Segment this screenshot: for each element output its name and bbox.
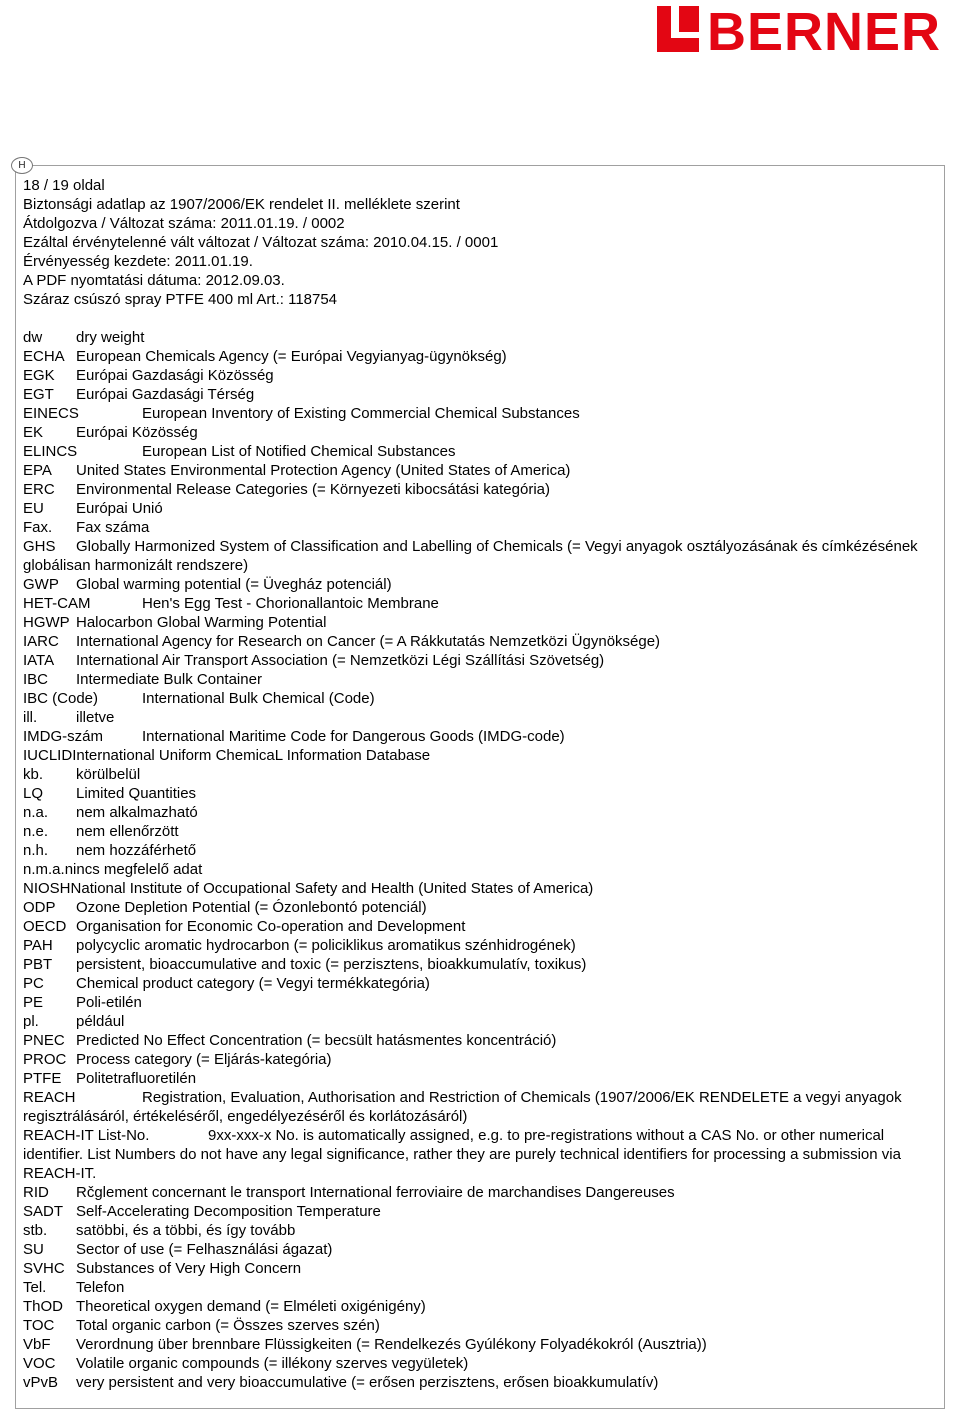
glossary-abbreviation: kb. <box>23 766 44 783</box>
glossary-abbreviation: IMDG-szám <box>23 728 103 745</box>
glossary-entry <box>23 1373 923 1392</box>
glossary-abbreviation: ill. <box>23 709 38 726</box>
glossary-entry <box>23 385 923 404</box>
glossary-abbreviation: REACH <box>23 1089 76 1106</box>
glossary-abbreviation: EK <box>23 424 44 441</box>
glossary-definition: Európai Gazdasági Közösség <box>76 367 274 384</box>
glossary-entry <box>23 613 923 632</box>
glossary-definition: Volatile organic compounds (= illékony szerves vegyületek) <box>76 1355 469 1372</box>
glossary-entry <box>23 993 923 1012</box>
glossary-entry <box>23 974 923 993</box>
glossary-definition: very persistent and very bioaccumulative (= erősen perzisztens, erősen bioakkumulatív) <box>76 1374 659 1391</box>
glossary-definition: Poli-etilén <box>76 994 142 1011</box>
glossary-entry <box>23 1297 923 1316</box>
glossary-definition: Registration, Evaluation, Authorisation and Restriction of Chemicals (1907/2006/EK RENDELETE a vegyi anyagok regisztrálásáról, értékeléséről, engedélyezéséről és korlátozásáról) <box>23 1089 902 1125</box>
glossary-abbreviation: VOC <box>23 1355 56 1372</box>
glossary-abbreviation: n.e. <box>23 823 49 840</box>
glossary-abbreviation: PE <box>23 994 44 1011</box>
glossary-definition: 9xx-xxx-x No. is automatically assigned, e.g. to pre-registrations without a CAS No. or other numerical identifier. List Numbers do not have any legal significance, rather they are purely technical identifiers for processing a submission via REACH-IT. <box>23 1127 901 1182</box>
glossary-abbreviation: GHS <box>23 538 56 555</box>
glossary-definition: Theoretical oxygen demand (= Elméleti oxigénigény) <box>76 1298 426 1315</box>
glossary-definition: European Inventory of Existing Commercial Chemical Substances <box>142 405 580 422</box>
glossary-entry <box>23 708 923 727</box>
glossary-abbreviation: PTFE <box>23 1070 62 1087</box>
glossary-entry <box>23 1050 923 1069</box>
glossary-entry <box>23 1202 923 1221</box>
glossary-entry <box>23 803 923 822</box>
glossary-entry <box>23 1126 923 1183</box>
glossary-abbreviation: IUCLID <box>23 747 73 764</box>
glossary-abbreviation: PBT <box>23 956 53 973</box>
glossary-abbreviation: EINECS <box>23 405 79 422</box>
glossary-abbreviation: vPvB <box>23 1374 59 1391</box>
glossary-definition: illetve <box>76 709 115 726</box>
glossary-abbreviation: OECD <box>23 918 67 935</box>
glossary-definition: satöbbi, és a többi, és így tovább <box>76 1222 296 1239</box>
glossary-entry <box>23 841 923 860</box>
glossary-definition: Globally Harmonized System of Classification and Labelling of Chemicals (= Vegyi anyagok osztályozásának és címkézésének globálisan harmonizált rendszere) <box>23 538 918 574</box>
glossary-entry <box>23 1278 923 1297</box>
glossary-entry <box>23 423 923 442</box>
glossary-abbreviation: PAH <box>23 937 53 954</box>
glossary-abbreviation: Fax. <box>23 519 53 536</box>
glossary-abbreviation: PROC <box>23 1051 67 1068</box>
glossary-entry <box>23 955 923 974</box>
glossary-definition: persistent, bioaccumulative and toxic (= perzisztens, bioakkumulatív, toxikus) <box>76 956 587 973</box>
glossary-abbreviation: Tel. <box>23 1279 47 1296</box>
glossary-definition: Európai Unió <box>76 500 163 517</box>
glossary-abbreviation: IBC (Code) <box>23 690 99 707</box>
glossary-entry <box>23 1012 923 1031</box>
glossary-definition: körülbelül <box>76 766 141 783</box>
glossary-definition: Limited Quantities <box>76 785 197 802</box>
glossary-abbreviation: EGK <box>23 367 55 384</box>
glossary-definition: Halocarbon Global Warming Potential <box>76 614 327 631</box>
glossary-abbreviation: n.h. <box>23 842 49 859</box>
sds-regulation-line: Biztonsági adatlap az 1907/2006/EK rendelet II. melléklete szerint <box>23 196 460 213</box>
glossary-entry <box>23 765 923 784</box>
glossary-definition: nincs megfelelő adat <box>64 861 203 878</box>
glossary-entry <box>23 917 923 936</box>
glossary-abbreviation: HGWP <box>23 614 70 631</box>
language-badge: H <box>11 157 33 174</box>
glossary-entry <box>23 575 923 594</box>
glossary-abbreviation: PNEC <box>23 1032 65 1049</box>
glossary-entry <box>23 651 923 670</box>
revision-line: Átdolgozva / Változat száma: 2011.01.19. / 0002 <box>23 215 345 232</box>
glossary-definition: Európai Közösség <box>76 424 198 441</box>
glossary-abbreviation: EPA <box>23 462 52 479</box>
glossary-definition: Ozone Depletion Potential (= Ózonlebontó potenciál) <box>76 899 427 916</box>
berner-logo <box>657 4 957 54</box>
glossary-entry <box>23 518 923 537</box>
glossary-definition: például <box>76 1013 125 1030</box>
glossary-entry <box>23 1316 923 1335</box>
glossary-definition: Process category (= Eljárás-kategória) <box>76 1051 332 1068</box>
glossary-abbreviation: EGT <box>23 386 54 403</box>
glossary-entry <box>23 689 923 708</box>
glossary-definition: International Air Transport Association (= Nemzetközi Légi Szállítási Szövetség) <box>76 652 605 669</box>
document-header <box>23 176 498 309</box>
glossary-entry <box>23 670 923 689</box>
glossary-abbreviation: IBC <box>23 671 49 688</box>
glossary-entry <box>23 461 923 480</box>
glossary-entry <box>23 1240 923 1259</box>
glossary-entry <box>23 879 923 898</box>
glossary-definition: Rčglement concernant le transport International ferroviaire de marchandises Dangereuses <box>76 1184 675 1201</box>
glossary-entry <box>23 1354 923 1373</box>
glossary-definition: Total organic carbon (= Összes szerves szén) <box>76 1317 380 1334</box>
glossary-definition: Verordnung über brennbare Flüssigkeiten (= Rendelkezés Gyúlékony Folyadékokról (Ausztria)) <box>76 1336 707 1353</box>
glossary-abbreviation: n.m.a. <box>23 861 65 878</box>
glossary-definition: European List of Notified Chemical Substances <box>142 443 456 460</box>
glossary-entry <box>23 1335 923 1354</box>
glossary-abbreviation: HET-CAM <box>23 595 91 612</box>
glossary-abbreviation: LQ <box>23 785 44 802</box>
glossary-entry <box>23 727 923 746</box>
glossary-definition: International Bulk Chemical (Code) <box>142 690 375 707</box>
glossary-definition: polycyclic aromatic hydrocarbon (= policiklikus aromatikus szénhidrogének) <box>76 937 576 954</box>
berner-logo-text: BERNER <box>707 4 942 54</box>
glossary-definition: nem alkalmazható <box>76 804 198 821</box>
glossary-abbreviation: SVHC <box>23 1260 65 1277</box>
glossary-entry <box>23 442 923 461</box>
glossary-definition: Európai Gazdasági Térség <box>76 386 255 403</box>
glossary-abbreviation: stb. <box>23 1222 48 1239</box>
glossary-abbreviation: NIOSH <box>23 880 71 897</box>
glossary-definition: International Uniform ChemicaL Information Database <box>72 747 431 764</box>
glossary-abbreviation: pl. <box>23 1013 39 1030</box>
glossary-abbreviation: IARC <box>23 633 59 650</box>
valid-from-line: Érvényesség kezdete: 2011.01.19. <box>23 253 253 270</box>
glossary-entry <box>23 1069 923 1088</box>
glossary-definition: National Institute of Occupational Safety and Health (United States of America) <box>70 880 594 897</box>
glossary-entry <box>23 480 923 499</box>
glossary-abbreviation: SADT <box>23 1203 64 1220</box>
glossary-definition: European Chemicals Agency (= Európai Vegyianyag-ügynökség) <box>76 348 507 365</box>
glossary-definition: Organisation for Economic Co-operation and Development <box>76 918 466 935</box>
glossary-definition: Predicted No Effect Concentration (= becsült hatásmentes koncentráció) <box>76 1032 557 1049</box>
glossary-entry <box>23 347 923 366</box>
glossary-definition: dry weight <box>76 329 145 346</box>
glossary-abbreviation: ECHA <box>23 348 65 365</box>
glossary-definition: International Maritime Code for Dangerous Goods (IMDG-code) <box>142 728 565 745</box>
glossary-definition: Chemical product category (= Vegyi termékkategória) <box>76 975 430 992</box>
glossary-abbreviation: ERC <box>23 481 55 498</box>
glossary-entry <box>23 784 923 803</box>
glossary-abbreviation: EU <box>23 500 44 517</box>
glossary-entry <box>23 366 923 385</box>
glossary-definition: Environmental Release Categories (= Környezeti kibocsátási kategória) <box>76 481 550 498</box>
glossary-definition: International Agency for Research on Cancer (= A Rákkutatás Nemzetközi Ügynöksége) <box>76 633 661 650</box>
glossary-definition: nem ellenőrzött <box>76 823 179 840</box>
berner-logo-icon <box>657 4 957 54</box>
glossary-definition: nem hozzáférhető <box>76 842 197 859</box>
glossary-definition: Global warming potential (= Üvegház potenciál) <box>76 576 392 593</box>
abbreviation-glossary <box>23 328 923 1392</box>
glossary-definition: Telefon <box>76 1279 125 1296</box>
glossary-definition: Hen's Egg Test - Chorionallantoic Membrane <box>142 595 439 612</box>
glossary-entry <box>23 746 923 765</box>
glossary-abbreviation: n.a. <box>23 804 49 821</box>
glossary-abbreviation: VbF <box>23 1336 51 1353</box>
glossary-definition: Sector of use (= Felhasználási ágazat) <box>76 1241 333 1258</box>
glossary-abbreviation: PC <box>23 975 44 992</box>
glossary-abbreviation: ODP <box>23 899 56 916</box>
glossary-entry <box>23 1221 923 1240</box>
glossary-entry <box>23 499 923 518</box>
page-number: 18 / 19 oldal <box>23 177 105 194</box>
glossary-entry <box>23 632 923 651</box>
glossary-entry <box>23 1088 923 1126</box>
glossary-entry <box>23 860 923 879</box>
glossary-entry <box>23 936 923 955</box>
glossary-definition: Self-Accelerating Decomposition Temperature <box>76 1203 381 1220</box>
glossary-entry <box>23 328 923 347</box>
glossary-abbreviation: RID <box>23 1184 49 1201</box>
glossary-abbreviation: IATA <box>23 652 55 669</box>
glossary-abbreviation: SU <box>23 1241 44 1258</box>
glossary-entry <box>23 404 923 423</box>
print-date-line: A PDF nyomtatási dátuma: 2012.09.03. <box>23 272 285 289</box>
glossary-definition: Politetrafluoretilén <box>76 1070 197 1087</box>
glossary-definition: Fax száma <box>76 519 150 536</box>
glossary-entry <box>23 537 923 575</box>
superseded-version-line: Ezáltal érvénytelenné vált változat / Változat száma: 2010.04.15. / 0001 <box>23 234 499 251</box>
glossary-entry <box>23 1183 923 1202</box>
glossary-entry <box>23 1259 923 1278</box>
glossary-entry <box>23 822 923 841</box>
glossary-abbreviation: dw <box>23 329 43 346</box>
glossary-definition: Intermediate Bulk Container <box>76 671 262 688</box>
glossary-definition: Substances of Very High Concern <box>76 1260 302 1277</box>
glossary-abbreviation: ThOD <box>23 1298 64 1315</box>
glossary-entry <box>23 1031 923 1050</box>
glossary-abbreviation: REACH-IT List-No. <box>23 1127 150 1144</box>
glossary-definition: United States Environmental Protection Agency (United States of America) <box>76 462 571 479</box>
glossary-abbreviation: ELINCS <box>23 443 78 460</box>
glossary-abbreviation: TOC <box>23 1317 55 1334</box>
product-name-line: Száraz csúszó spray PTFE 400 ml Art.: 118754 <box>23 291 338 308</box>
glossary-entry <box>23 594 923 613</box>
glossary-abbreviation: GWP <box>23 576 59 593</box>
glossary-entry <box>23 898 923 917</box>
